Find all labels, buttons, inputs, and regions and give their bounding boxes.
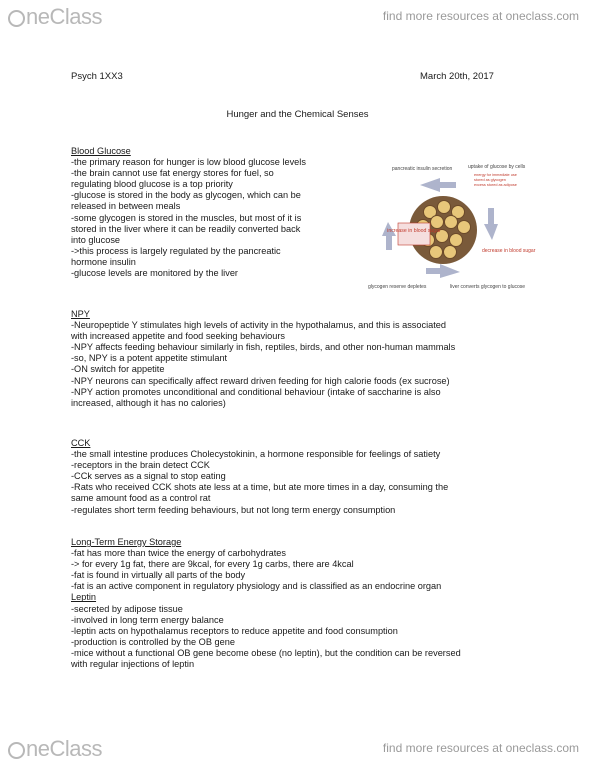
npy-section bbox=[71, 309, 541, 409]
liver-label: liver converts glycogen to glucose bbox=[450, 284, 526, 290]
note-line: -some glycogen is stored in the muscles, but most of it is bbox=[71, 212, 302, 223]
note-line: -glucose levels are monitored by the liver bbox=[71, 268, 238, 279]
note-line: -mice without a functional OB gene become obese (no leptin), but the condition can be reversed bbox=[71, 647, 461, 658]
arrow-left bbox=[382, 222, 396, 250]
oneclass-logo[interactable]: neClass bbox=[8, 4, 102, 30]
increase-box bbox=[398, 223, 430, 245]
arrow-right bbox=[484, 208, 498, 240]
note-line: increased, although it has no calories) bbox=[71, 397, 226, 408]
uptake-item: excess stored as adipose bbox=[474, 183, 517, 187]
note-line: regulating blood glucose is a top priority bbox=[71, 179, 233, 190]
arrow-bottom bbox=[426, 264, 460, 278]
note-line: -NPY neurons can specifically affect reward driven feeding for high calorie foods (ex sucrose) bbox=[71, 375, 450, 386]
note-line: ->this process is largely regulated by the pancreatic bbox=[71, 245, 281, 256]
note-line: with regular injections of leptin bbox=[71, 659, 195, 670]
note-line: -so, NPY is a potent appetite stimulant bbox=[71, 353, 228, 364]
note-line: -Rats who received CCK shots ate less at a time, but ate more times in a day, consuming the bbox=[71, 482, 449, 493]
section-heading: CCK bbox=[71, 438, 91, 448]
note-line: -involved in long term energy balance bbox=[71, 614, 224, 625]
increase-label: increase in blood sugar bbox=[387, 228, 441, 234]
note-line: -> for every 1g fat, there are 9kcal, for every 1g carbs, there are 4kcal bbox=[71, 559, 354, 570]
section-heading: Leptin bbox=[71, 592, 97, 603]
note-line: -fat has more than twice the energy of carbohydrates bbox=[71, 548, 287, 559]
note-line: -the primary reason for hunger is low blood glucose levels bbox=[71, 157, 306, 168]
energy-storage-section bbox=[71, 537, 541, 670]
uptake-item: energy for immediate use bbox=[474, 173, 517, 177]
note-line: -the brain cannot use fat energy stores for fuel, so bbox=[71, 168, 274, 179]
note-line: into glucose bbox=[71, 234, 121, 245]
logo-o-icon bbox=[8, 742, 25, 759]
uptake-label: uptake of glucose by cells bbox=[468, 164, 526, 170]
pancreatic-label: pancreatic insulin secretion bbox=[392, 166, 453, 172]
tagline-link[interactable]: find more resources at oneclass.com bbox=[382, 741, 579, 755]
reserve-label: glycogen reserve depletes bbox=[368, 284, 427, 290]
note-line: -fat is found in virtually all parts of the body bbox=[71, 570, 246, 581]
section-heading: Blood Glucose bbox=[71, 146, 131, 156]
arrow-top bbox=[420, 178, 456, 192]
tagline-link[interactable]: find more resources at oneclass.com bbox=[382, 9, 579, 23]
cck-section bbox=[71, 438, 541, 516]
decrease-label: decrease in blood sugar bbox=[482, 248, 536, 254]
note-line: -glucose is stored in the body as glycogen, which can be bbox=[71, 190, 301, 201]
oneclass-logo[interactable]: neClass bbox=[8, 736, 102, 762]
note-line: -CCk serves as a signal to stop eating bbox=[71, 471, 226, 482]
note-line: -NPY affects feeding behaviour similarly in fish, reptiles, birds, and other non-human mammals bbox=[71, 342, 456, 353]
note-line: -the small intestine produces Cholecystokinin, a hormone responsible for feelings of satiety bbox=[71, 449, 441, 460]
note-line: same amount food as a control rat bbox=[71, 493, 211, 504]
note-line: -regulates short term feeding behaviours, but not long term energy consumption bbox=[71, 504, 396, 515]
note-line: -receptors in the brain detect CCK bbox=[71, 460, 210, 471]
section-heading: NPY bbox=[71, 309, 90, 319]
logo-o-icon bbox=[8, 10, 25, 27]
note-line: -leptin acts on hypothalamus receptors to reduce appetite and food consumption bbox=[71, 625, 398, 636]
note-line: -production is controlled by the OB gene bbox=[71, 636, 235, 647]
course-code: Psych 1XX3 bbox=[71, 71, 123, 82]
uptake-item: stored as glycogen bbox=[474, 178, 506, 182]
note-line: hormone insulin bbox=[71, 256, 136, 267]
note-line: released in between meals bbox=[71, 201, 181, 212]
note-line: -fat is an active component in regulatory physiology and is classified as an endocrine organ bbox=[71, 581, 442, 592]
note-line: -NPY action promotes unconditional and conditional behaviour (intake of saccharine is also bbox=[71, 386, 441, 397]
note-line: -secreted by adipose tissue bbox=[71, 603, 183, 614]
section-heading: Long-Term Energy Storage bbox=[71, 537, 182, 547]
blood-glucose-section bbox=[71, 146, 371, 279]
note-line: -ON switch for appetite bbox=[71, 364, 165, 375]
note-line: stored in the liver where it can be readily converted back bbox=[71, 223, 301, 234]
note-line: -Neuropeptide Y stimulates high levels of activity in the hypothalamus, and this is associated bbox=[71, 320, 447, 331]
lecture-date: March 20th, 2017 bbox=[420, 71, 494, 82]
blood-sugar-cycle-diagram bbox=[368, 160, 536, 300]
page-title: Hunger and the Chemical Senses bbox=[226, 109, 369, 120]
top-bar bbox=[0, 0, 595, 34]
note-line: with increased appetite and food seeking behaviours bbox=[71, 331, 286, 342]
